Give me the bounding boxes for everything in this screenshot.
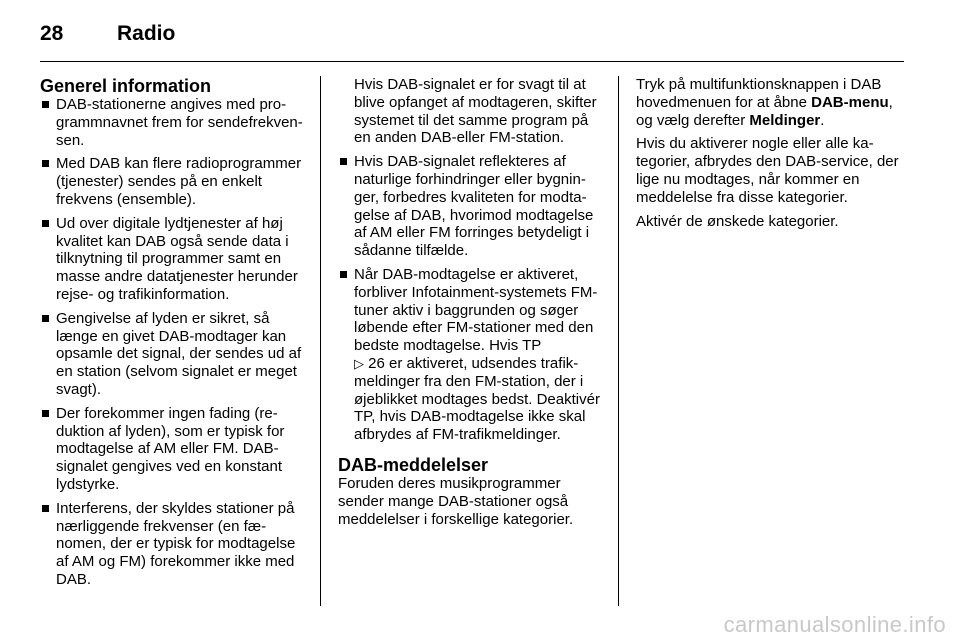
column-1 xyxy=(40,76,304,595)
list-item: DAB-stationerne angives med programmnavnet frem for sendefrekvensen. xyxy=(40,96,304,149)
page-reference-icon: ▷ xyxy=(354,355,364,371)
chapter-title: Radio xyxy=(117,22,176,45)
bullet-list-col2 xyxy=(338,153,604,444)
list-item: Med DAB kan flere radioprogrammer (tjenester) sendes på en enkelt frekvens (ensemble). xyxy=(40,155,304,208)
menu-term-meldinger: Meldinger xyxy=(749,111,821,129)
paragraph-text: . xyxy=(820,111,825,129)
column-divider-2 xyxy=(618,76,619,606)
list-item: Ud over digitale lydtjenester af høj kvalitet kan DAB også sende data i tilknytning til programmer samt en masse andre datatjenester herunder rejse- og trafikinformation. xyxy=(40,215,304,304)
list-item: Interferens, der skyldes stationer på nærliggende frekvenser (en fænomen, der er typisk for modtagelse af AM og FM) forekommer ikke med DAB. xyxy=(40,500,304,589)
page-number: 28 xyxy=(40,22,64,45)
header-rule xyxy=(40,61,904,62)
list-item xyxy=(338,266,604,444)
column-2 xyxy=(338,76,604,534)
watermark-text: carmanualsonline.info xyxy=(723,612,946,637)
menu-term-dab-menu: DAB-menu xyxy=(811,93,889,111)
column-3 xyxy=(636,76,904,236)
paragraph: Hvis du aktiverer nogle eller alle kategorier, afbrydes den DAB-service, der lige nu modtages, når kommer en meddelelse fra disse kategorier. xyxy=(636,135,899,206)
column-divider-1 xyxy=(320,76,321,606)
bullet-list-generel xyxy=(40,96,304,589)
section-intro: Foruden deres musikprogrammer sender mange DAB-stationer også meddelelser i forskellige kategorier. xyxy=(338,474,574,528)
list-item: Der forekommer ingen fading (reduktion af lyden), som er typisk for modtagelse af AM eller FM. DAB-signalet gengives ved en konstant lydstyrke. xyxy=(40,405,304,494)
section-title-dab-meddelelser: DAB-meddelelser xyxy=(338,454,489,475)
instruction-paragraph xyxy=(636,76,904,129)
paragraph-text: Tryk på multifunktionsknappen i DAB hovedmenuen for at åbne xyxy=(636,76,882,111)
continued-bullet-text: Hvis DAB-signalet er for svagt til at blive opfanget af modtageren, skifter systemet til det samme program på en anden DAB-eller FM-station. xyxy=(354,76,597,147)
list-item-text: 26 er aktiveret, udsendes trafikmeldinger fra den FM-station, der i øjeblikket modtages bedst. Deaktivér TP, hvis DAB-modtagelse ikke skal afbrydes af FM-trafikmeldinger. xyxy=(354,354,600,444)
paragraph: Aktivér de ønskede kategorier. xyxy=(636,212,839,230)
section-title-generel: Generel information xyxy=(40,76,212,96)
list-item-text: Når DAB-modtagelse er aktiveret, forbliver Infotainment-systemets FM-tuner aktiv i baggrunden og søger løbende efter FM-stationer med den bedste modtagelse. Hvis TP xyxy=(354,265,598,355)
paragraph-text: , og vælg derefter xyxy=(636,93,893,129)
list-item: Hvis DAB-signalet reflekteres af naturlige forhindringer eller bygninger, forbedres kvaliteten for modtagelse af DAB, hvorimod modtagelse af AM eller FM forringes betydeligt i sådanne tilfælde. xyxy=(338,153,604,260)
list-item: Gengivelse af lyden er sikret, så længe en givet DAB-modtager kan opsamle det signal, der sendes ud af en station (selvom signalet er meget svagt). xyxy=(40,310,304,399)
